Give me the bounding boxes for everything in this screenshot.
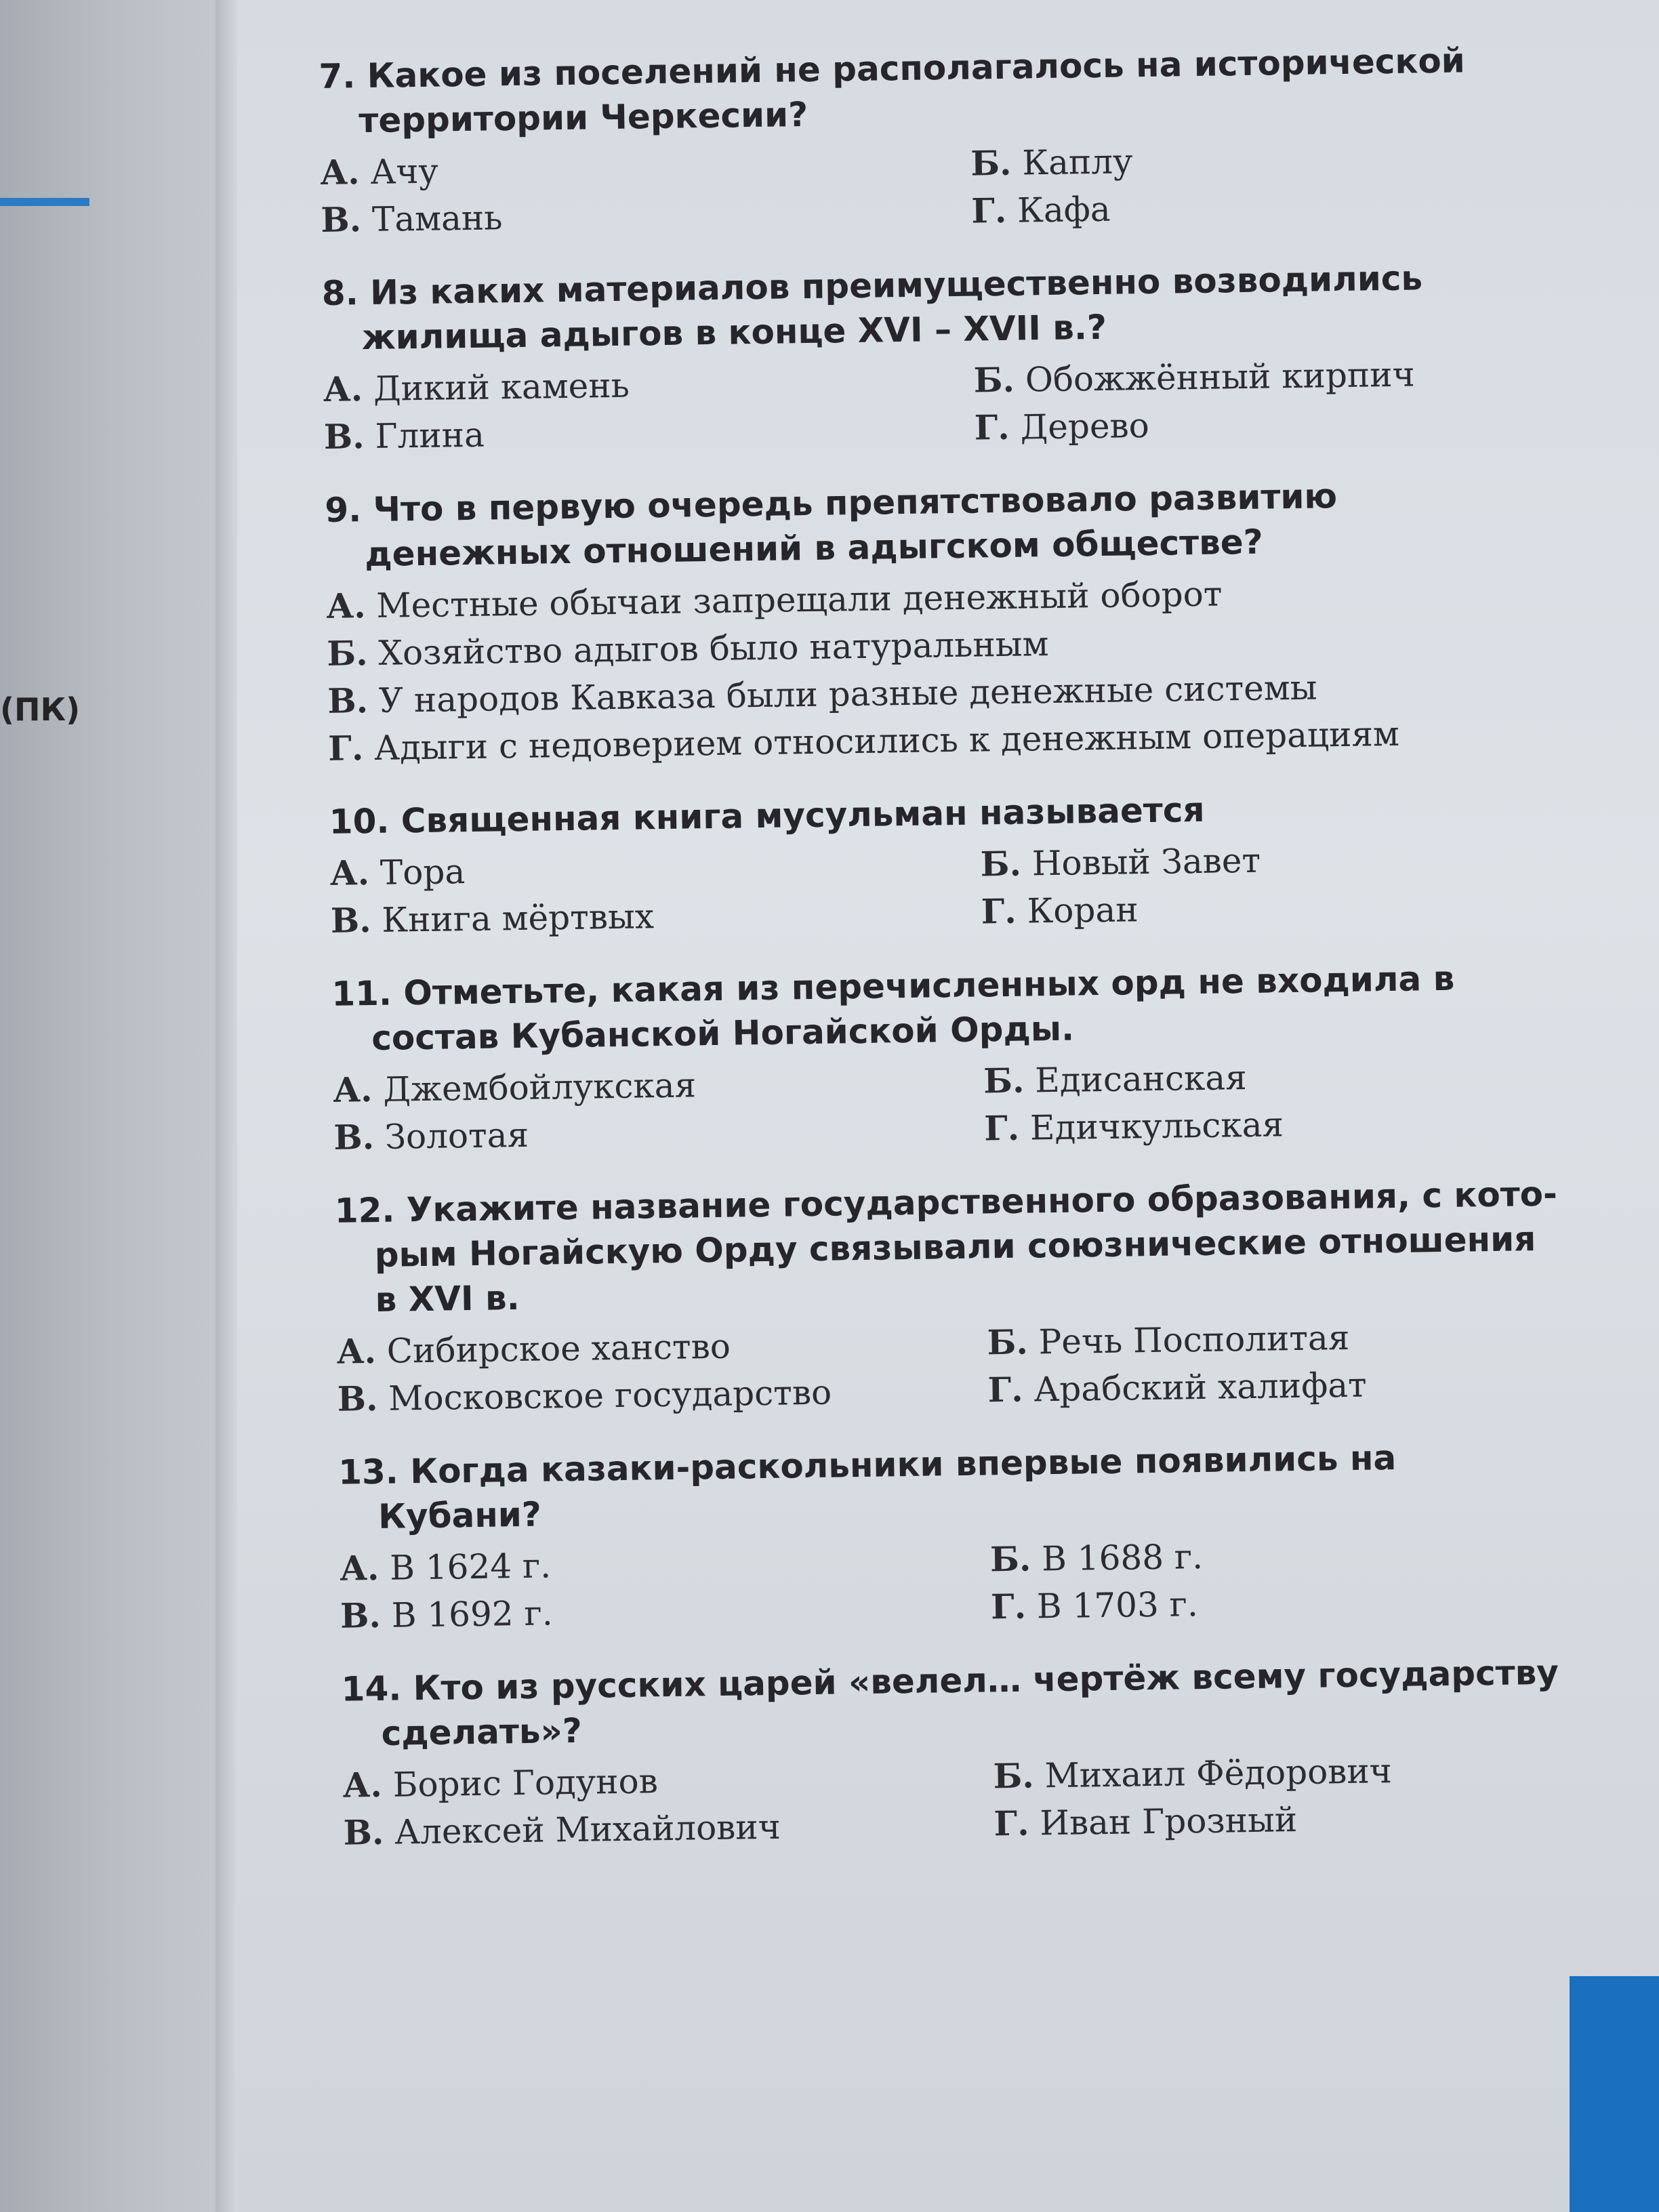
option-letter: Б. [973, 359, 1015, 401]
option-letter: А. [325, 586, 366, 626]
option-letter: А. [329, 853, 370, 893]
option-v [323, 405, 975, 461]
option-a [329, 840, 981, 897]
question-number: 7. [319, 56, 356, 96]
option-letter: Б. [970, 142, 1012, 184]
option-text: Ачу [370, 151, 439, 192]
question-number: 10. [329, 801, 390, 842]
question-11-text [331, 955, 1559, 1061]
option-a [323, 357, 974, 413]
option-b [990, 1528, 1567, 1584]
question-body: Когда казаки-раскольники впервые появились на Кубани? [377, 1438, 1397, 1536]
option-letter: А. [323, 369, 363, 409]
question-body: Кто из русских царей «велел… чертёж всему государству сделать»? [381, 1652, 1559, 1753]
option-text: Дикий камень [373, 365, 630, 409]
option-letter: А. [332, 1069, 373, 1110]
option-text: Едисанская [1034, 1058, 1248, 1101]
question-number: 12. [334, 1190, 395, 1231]
option-letter: Б. [983, 1060, 1025, 1101]
option-text: Сибирское ханство [386, 1326, 731, 1371]
option-text: Глина [375, 415, 485, 456]
option-text: Каплу [1021, 142, 1133, 183]
option-g [984, 1097, 1561, 1153]
option-text: Арабский халифат [1033, 1365, 1368, 1410]
option-g [987, 1359, 1564, 1414]
option-text: Речь Посполитая [1038, 1317, 1350, 1362]
option-text: Кафа [1017, 189, 1111, 230]
option-letter: А. [320, 152, 360, 192]
option-letter: В. [333, 1117, 375, 1158]
option-b [970, 132, 1547, 188]
option-text: В 1692 г. [391, 1593, 554, 1635]
option-text: Тора [380, 852, 466, 893]
option-b [973, 349, 1550, 405]
option-b [983, 1050, 1560, 1105]
blue-rule [0, 198, 89, 206]
option-b [987, 1311, 1563, 1367]
option-text: Михаил Фёдорович [1044, 1751, 1393, 1796]
option-letter: В. [323, 416, 365, 457]
option-text: В 1688 г. [1041, 1536, 1204, 1579]
option-text: В 1624 г. [389, 1546, 552, 1588]
question-body: Из каких материалов преимущественно возводились жилища адыгов в конце XVI – XVII в.? [361, 258, 1423, 358]
left-page [0, 0, 234, 2212]
question-10 [329, 783, 1557, 945]
option-letter: В. [330, 900, 371, 941]
option-v [321, 188, 972, 244]
option-letter: Б. [326, 633, 368, 674]
question-11 [331, 955, 1561, 1162]
question-number: 11. [331, 973, 392, 1014]
option-letter: Г. [970, 190, 1007, 231]
option-letter: Г. [994, 1803, 1029, 1844]
option-v [330, 888, 981, 944]
page-edge-tab [1570, 1976, 1659, 2212]
option-text: Коран [1027, 890, 1139, 931]
question-7-text [319, 37, 1547, 144]
option-letter: Г. [987, 1369, 1023, 1410]
option-letter: В. [337, 1378, 378, 1419]
option-text: Книга мёртвых [382, 897, 655, 940]
question-body: Отметьте, какая из перечисленных орд не входила в состав Кубанской Ногайской Орды. [371, 958, 1455, 1059]
option-text: Джембойлукская [382, 1065, 697, 1109]
option-text: Борис Годунов [392, 1761, 659, 1805]
question-8-text [321, 254, 1549, 361]
option-letter: В. [327, 680, 369, 721]
option-text: Дерево [1020, 405, 1150, 447]
option-a [342, 1753, 994, 1809]
question-12 [334, 1172, 1564, 1423]
question-14-text [341, 1650, 1569, 1756]
question-14 [341, 1650, 1570, 1856]
option-letter: Б. [993, 1755, 1035, 1797]
option-letter: В. [321, 199, 362, 240]
left-page-fragment: (ПК) [0, 691, 81, 728]
option-letter: Г. [990, 1586, 1027, 1627]
question-number: 9. [324, 490, 362, 530]
option-letter: Б. [987, 1322, 1029, 1363]
question-9 [325, 471, 1555, 773]
option-v [343, 1800, 994, 1856]
option-letter: А. [336, 1331, 377, 1372]
question-number: 14. [341, 1668, 402, 1709]
option-b [993, 1744, 1570, 1800]
option-letter: Г. [983, 1107, 1020, 1149]
option-letter: Г. [981, 890, 1017, 932]
question-7 [319, 37, 1548, 244]
question-body: Что в первую очередь препятствовало развитию денежных отношений в адыгском обществе? [364, 476, 1338, 575]
option-g [991, 1576, 1568, 1631]
option-letter: Б. [980, 843, 1022, 884]
option-text: Адыги с недоверием относились к денежным операциям [373, 714, 1400, 768]
option-letter: А. [339, 1547, 380, 1589]
question-12-text [334, 1172, 1563, 1323]
option-text: Тамань [371, 198, 503, 239]
option-text: Московское государство [388, 1372, 832, 1418]
option-a [336, 1319, 987, 1375]
question-13 [338, 1433, 1568, 1640]
question-body: Укажите название государственного образования, с кото-рым Ногайскую Орду связывали союзнические отношения в XVI в. [374, 1174, 1558, 1320]
option-letter: А. [342, 1764, 383, 1805]
option-a [320, 140, 971, 197]
option-letter: В. [340, 1595, 382, 1636]
question-number: 13. [337, 1452, 399, 1492]
option-g [981, 880, 1557, 936]
option-a [333, 1057, 984, 1113]
option-g [971, 180, 1548, 235]
option-letter: В. [343, 1811, 384, 1853]
option-letter: Г. [974, 407, 1010, 448]
option-v [337, 1366, 988, 1422]
option-text: У народов Кавказа были разные денежные системы [378, 668, 1317, 720]
option-a [340, 1536, 991, 1592]
option-v [340, 1583, 991, 1639]
option-text: Хозяйство адыгов было натуральным [377, 624, 1049, 673]
option-text: Новый Завет [1031, 840, 1261, 884]
option-b [980, 833, 1557, 888]
question-body: Священная книга мусульман называется [401, 790, 1205, 841]
option-text: Золотая [384, 1115, 529, 1157]
question-list [319, 37, 1571, 1884]
option-letter: Б. [989, 1538, 1031, 1580]
option-g [974, 396, 1551, 452]
option-text: Иван Грозный [1039, 1800, 1298, 1843]
option-text: Алексей Михайлович [394, 1807, 781, 1852]
option-v [333, 1105, 985, 1161]
question-9-text [325, 471, 1553, 577]
option-text: Местные обычаи запрещали денежный оборот [376, 574, 1223, 626]
question-number: 8. [321, 273, 359, 313]
question-8 [321, 254, 1551, 461]
question-13-text [338, 1433, 1566, 1540]
option-text: В 1703 г. [1036, 1584, 1199, 1626]
option-letter: Г. [327, 728, 364, 769]
option-text: Едичкульская [1029, 1105, 1284, 1148]
option-g [994, 1792, 1570, 1847]
option-text: Обожжённый кирпич [1025, 354, 1415, 400]
question-body: Какое из поселений не располагалось на исторической территории Черкесии? [358, 41, 1466, 141]
